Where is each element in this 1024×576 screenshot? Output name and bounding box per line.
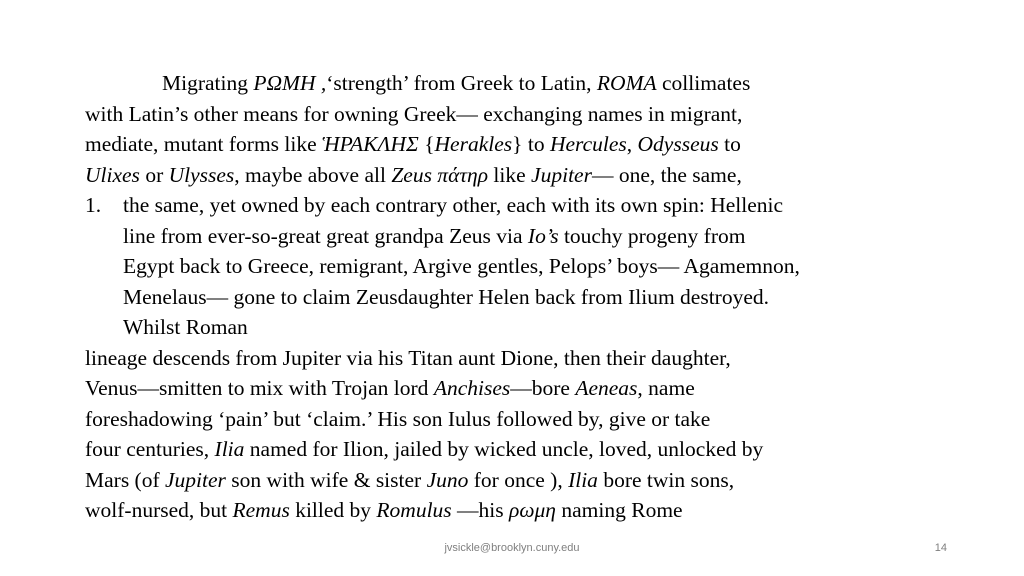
poem-line-10: lineage descends from Jupiter via his Titan aunt Dione, then their daughter, [85,345,731,370]
poem-line-7: Egypt back to Greece, remigrant, Argive gentles, Pelops’ boys— Agamemnon, [123,254,800,278]
poem-line-5: the same, yet owned by each contrary other, each with its own spin: Hellenic [123,193,784,217]
poem-line-12: foreshadowing ‘pain’ but ‘claim.’ His son Iulus followed by, give or take [85,406,711,431]
list-number: 1. [85,193,102,217]
footer-email: jvsickle@brooklyn.cuny.edu [444,542,580,554]
poem-line-14: Mars (of Jupiter son with wife & sister Juno for once ), Ilia bore twin sons, [85,467,735,492]
poem-line-1: Migrating ΡΩΜΗ ,‘strength’ from Greek to Latin, ROMA collimates [162,71,751,95]
poem-line-11: Venus—smitten to mix with Trojan lord Anchises—bore Aeneas, name [85,376,695,400]
poem-line-9: Whilst Roman [123,315,248,339]
poem-line-15: wolf-nursed, but Remus killed by Romulus —his ρωμη naming Rome [85,498,683,522]
poem-line-8: Menelaus— gone to claim Zeusdaughter Helen back from Ilium destroyed. [123,284,769,309]
poem-line-6: line from ever-so-great great grandpa Zeus via Io’s touchy progeny from [123,223,746,248]
page-number: 14 [934,542,947,554]
poem-line-4: Ulixes or Ulysses, maybe above all Zeus πάτηρ like Jupiter— one, the same, [85,162,742,187]
poem-line-13: four centuries, Ilia named for Ilion, jailed by wicked uncle, loved, unlocked by [85,437,764,461]
poem-line-3: mediate, mutant forms like ἩΡΑΚΛΗΣ {Herakles} to Hercules, Odysseus to [85,132,741,156]
poem-line-2: with Latin’s other means for owning Greek― exchanging names in migrant, [85,101,743,126]
